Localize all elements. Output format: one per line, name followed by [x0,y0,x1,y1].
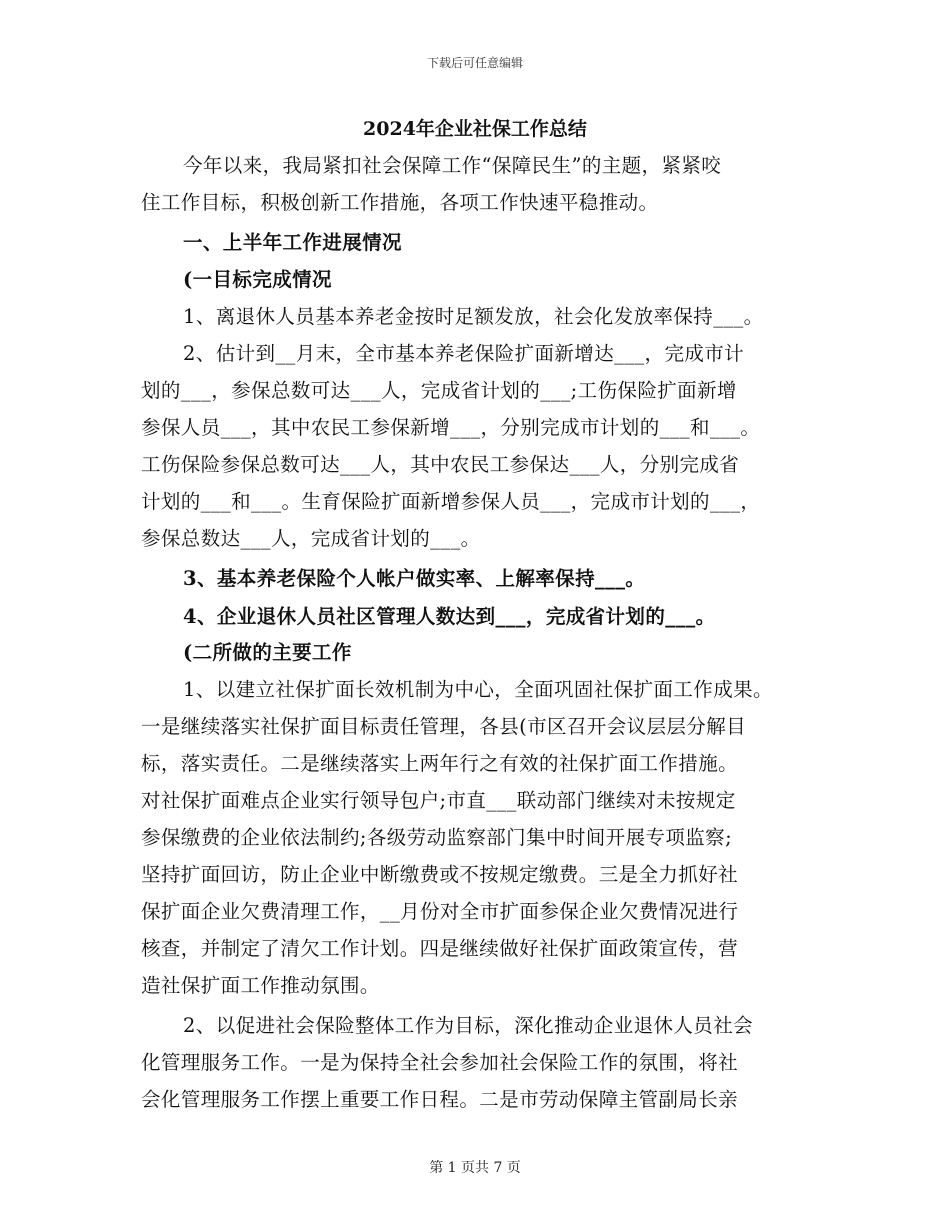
item-2-line-6: 参保总数达___人，完成省计划的___。 [141,527,481,550]
page-number-footer: 第 1 页共 7 页 [429,1160,521,1176]
work-1-line-9: 造社保扩面工作推动氛围。 [141,974,380,997]
header-note: 下载后可任意编辑 [426,56,523,70]
item-2-line-2: 划的___，参保总数可达___人，完成省计划的___;工伤保险扩面新增 [141,379,737,402]
work-1-line-4: 对社保扩面难点企业实行领导包户;市直___联动部门继续对未按规定 [141,789,736,812]
item-3-line-1: 3、基本养老保险个人帐户做实率、上解率保持___。 [183,567,646,590]
work-2-line-1: 2、以促进社会保险整体工作为目标，深化推动企业退休人员社会 [183,1014,754,1037]
subsection-heading-1: (一目标完成情况 [183,268,332,291]
section-heading-1: 一、上半年工作进展情况 [183,231,402,254]
work-1-line-5: 参保缴费的企业依法制约;各级劳动监察部门集中时间开展专项监察; [141,826,733,849]
work-2-line-3: 会化管理服务工作摆上重要工作日程。二是市劳动保障主管副局长亲 [141,1088,739,1111]
work-1-line-2: 一是继续落实社保扩面目标责任管理，各县(市区召开会议层层分解目 [141,715,747,738]
work-1-line-1: 1、以建立社保扩面长效机制为中心，全面巩固社保扩面工作成果。 [183,678,773,701]
item-2-line-3: 参保人员___，其中农民工参保新增___，分别完成市计划的___和___。 [141,416,761,439]
paragraph-intro-line-2: 住工作目标，积极创新工作措施，各项工作快速平稳推动。 [141,191,659,214]
work-1-line-6: 坚持扩面回访，防止企业中断缴费或不按规定缴费。三是全力抓好社 [141,863,739,886]
item-1-line-1: 1、离退休人员基本养老金按时足额发放，社会化发放率保持___。 [183,305,764,328]
item-4-line-1: 4、企业退休人员社区管理人数达到___，完成省计划的___。 [183,605,716,628]
work-1-line-7: 保扩面企业欠费清理工作，__月份对全市扩面参保企业欠费情况进行 [141,900,739,923]
paragraph-intro-line-1: 今年以来，我局紧扣社会保障工作“保障民生”的主题，紧紧咬 [183,154,722,177]
work-2-line-2: 化管理服务工作。一是为保持全社会参加社会保险工作的氛围，将社 [141,1051,739,1074]
subsection-heading-2: (二所做的主要工作 [183,641,352,664]
item-2-line-1: 2、估计到__月末，全市基本养老保险扩面新增达___，完成市计 [183,342,745,365]
work-1-line-3: 标，落实责任。二是继续落实上两年行之有效的社保扩面工作措施。 [141,752,739,775]
document-title: 2024年企业社保工作总结 [363,118,587,140]
item-2-line-4: 工伤保险参保总数可达___人，其中农民工参保达___人，分别完成省 [141,453,740,476]
item-2-line-5: 计划的___和___。生育保险扩面新增参保人员___，完成市计划的___， [141,490,761,513]
work-1-line-8: 核查，并制定了清欠工作计划。四是继续做好社保扩面政策宣传，营 [141,937,739,960]
